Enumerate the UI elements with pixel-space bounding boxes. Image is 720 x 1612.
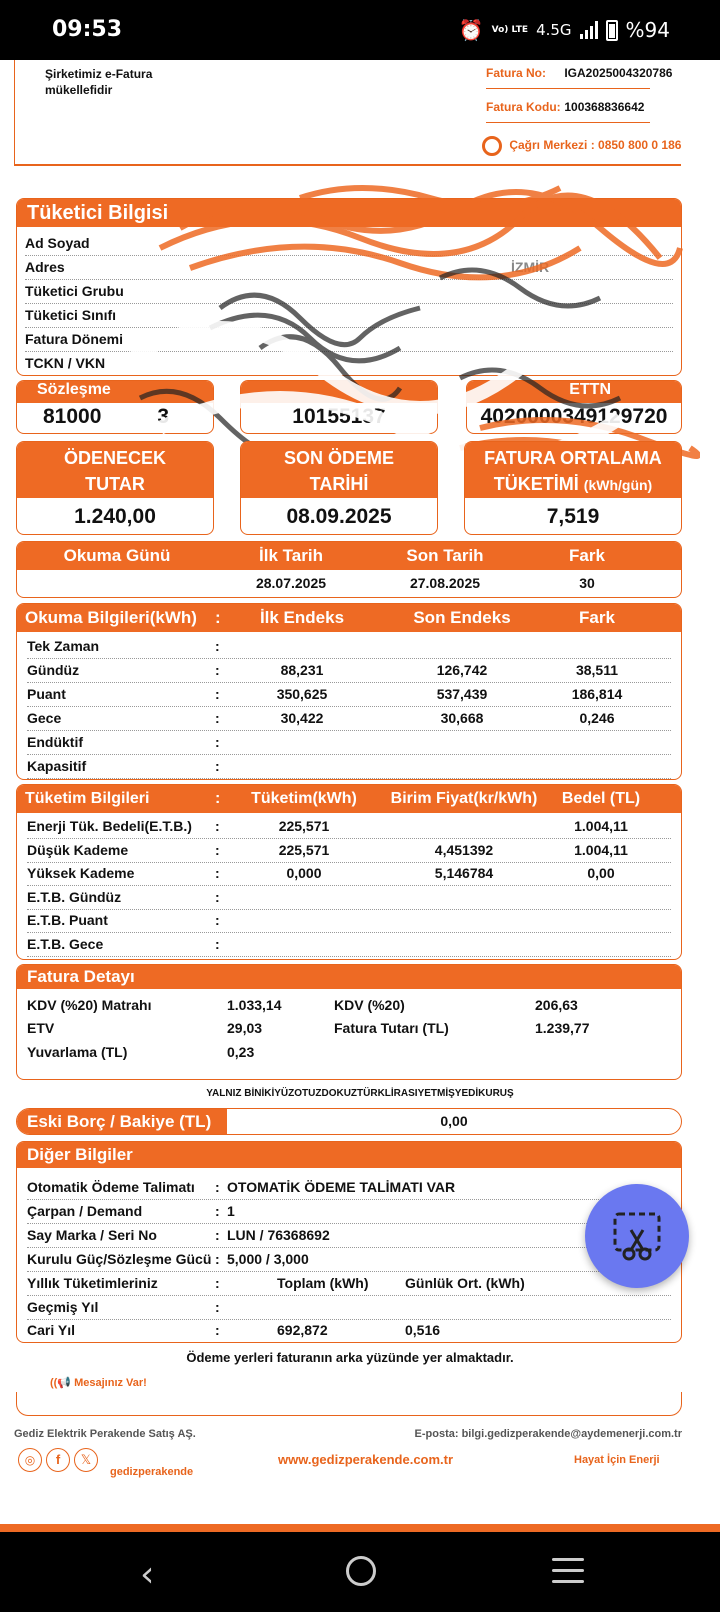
okuma-row: Tek Zaman :	[27, 635, 671, 659]
odenecek-tutar-value: 1.240,00	[74, 505, 156, 528]
tuketim-row: Yüksek Kademe : 0,000 5,146784 0,00	[27, 862, 671, 886]
odeme-note: Ödeme yerleri faturanın arka yüzünde yer almaktadır.	[186, 1350, 514, 1365]
okuma-row: Puant : 350,625 537,439 186,814	[27, 683, 671, 707]
megaphone-icon: ((📢	[50, 1377, 72, 1389]
tuketim-row: Enerji Tük. Bedeli(E.T.B.) : 225,571 1.004,11	[27, 815, 671, 839]
tuketim-row: E.T.B. Gündüz :	[27, 886, 671, 910]
consumer-row: TCKN / VKN	[25, 352, 673, 376]
headset-icon	[482, 136, 502, 156]
ettn-number: 4020000349129720	[480, 405, 668, 428]
son-odeme-box: SON ÖDEME TARİHİ 08.09.2025	[240, 441, 438, 535]
mesaj-bar	[16, 1392, 682, 1416]
diger-row: Kurulu Güç/Sözleşme Gücü : 5,000 / 3,000	[27, 1248, 671, 1272]
recents-icon[interactable]	[552, 1558, 584, 1591]
volte-icon: Vo) LTE	[491, 24, 529, 35]
consumer-row: Tüketici Grubu	[25, 280, 673, 304]
fatura-kodu: Fatura Kodu: 100368836642	[486, 100, 645, 114]
eski-borc: Eski Borç / Bakiye (TL) 0,00	[16, 1108, 682, 1135]
son-odeme-value: 08.09.2025	[286, 505, 392, 528]
address-fragment: İZMİR	[511, 259, 550, 275]
footer-stripe	[0, 1524, 720, 1532]
consumer-info	[16, 198, 682, 376]
social-handle: gedizperakende	[110, 1466, 194, 1478]
consumer-title: Tüketici Bilgisi	[17, 199, 681, 227]
consumer-row: Tüketici Sınıfı	[25, 304, 673, 328]
network-label: 4.5G	[536, 21, 572, 39]
contract-number: 81000	[43, 405, 102, 428]
status-time: 09:53	[52, 17, 123, 42]
ettn-box: ETTN 4020000349129720	[466, 380, 682, 434]
screenshot-crop-button[interactable]	[585, 1184, 689, 1288]
yalniz-text: YALNIZ BİNİKİYÜZOTUZDOKUZTÜRKLİRASIYETMİŞYEDİKURUŞ	[206, 1088, 514, 1099]
status-bar	[0, 0, 720, 60]
okuma-row: Endüktif :	[27, 731, 671, 755]
scissors-crop-icon	[585, 1184, 689, 1288]
consumer-row: Fatura Dönemi	[25, 328, 673, 352]
diger-row: Çarpan / Demand : 1	[27, 1200, 671, 1224]
battery-percent: %94	[625, 18, 670, 42]
header-border	[14, 60, 15, 165]
diger-row: Say Marka / Seri No : LUN / 76368692	[27, 1224, 671, 1248]
installation-number: 10155137	[292, 405, 386, 428]
okuma-row: Kapasitif :	[27, 755, 671, 779]
tuketim-row: E.T.B. Gece :	[27, 933, 671, 957]
mesaj-link[interactable]: ((📢 Mesajınız Var!	[44, 1376, 153, 1389]
diger-row: Otomatik Ödeme Talimatı : OTOMATİK ÖDEME TALİMATI VAR	[27, 1176, 671, 1200]
status-icons	[459, 18, 670, 42]
installation-box	[240, 380, 438, 434]
consumer-row: Adres İZMİR	[25, 256, 673, 280]
okuma-gunu: Okuma Günü İlk Tarih Son Tarih Fark 28.07.2025 27.08.2025 30	[16, 541, 682, 598]
invoice-document	[0, 60, 720, 1532]
tuketim-row: E.T.B. Puant :	[27, 909, 671, 933]
instagram-icon[interactable]: ◎	[18, 1448, 42, 1472]
call-center: Çağrı Merkezi : 0850 800 0 186	[482, 136, 681, 156]
alarm-icon: ⏰	[458, 18, 484, 42]
x-icon[interactable]: 𝕏	[74, 1448, 98, 1472]
contract-box: Sözleşme 81000 3	[16, 380, 214, 434]
social-icons	[18, 1448, 98, 1472]
ortalama-value: 7,519	[546, 505, 600, 528]
efatura-note: Şirketimiz e-Fatura mükellefidir	[45, 67, 153, 97]
okuma-row: Gündüz : 88,231 126,742 38,511	[27, 659, 671, 683]
back-icon[interactable]: ‹	[140, 1554, 155, 1595]
facebook-icon[interactable]: f	[46, 1448, 70, 1472]
okuma-bilgileri: Okuma Bilgileri(kWh) : İlk Endeks Son Endeks Fark Tek Zaman : Gündüz : 88,231 126,742 38,511 Puant : 350,625 537,439 186,814 Gece : 30,422 30,668 0,246 Endüktif : Kapasitif :	[16, 603, 682, 780]
footer-website[interactable]: www.gedizperakende.com.tr	[278, 1452, 454, 1467]
tuketim-row: Düşük Kademe : 225,571 4,451392 1.004,11	[27, 839, 671, 863]
fatura-detayi: Fatura Detayı KDV (%20) Matrahı 1.033,14 KDV (%20) 206,63 ETV 29,03 Fatura Tutarı (TL) 1.239,77 Yuvarlama (TL) 0,23	[16, 964, 682, 1080]
odenecek-tutar-box: ÖDENECEK TUTAR 1.240,00	[16, 441, 214, 535]
footer-slogan: Hayat İçin Enerji	[574, 1454, 660, 1466]
footer-company: Gediz Elektrik Perakende Satış AŞ.	[14, 1428, 196, 1440]
home-icon[interactable]	[346, 1556, 376, 1586]
fatura-no: Fatura No: IGA2025004320786	[486, 66, 673, 80]
signal-icon	[580, 21, 598, 39]
diger-bilgiler: Diğer Bilgiler Otomatik Ödeme Talimatı : OTOMATİK ÖDEME TALİMATI VAR Çarpan / Demand : 1 Say Marka / Seri No : LUN / 76368692 Kurulu Güç/Sözleşme Gücü : 5,000 / 3,000 Yıllık Tüketimleriniz : Toplam (kWh) Günlük Ort. (kWh) Geçmiş Yıl : Cari Yıl : 692,872 0,516	[16, 1141, 682, 1343]
tuketim-bilgileri: Tüketim Bilgileri : Tüketim(kWh) Birim Fiyat(kr/kWh) Bedel (TL) Enerji Tük. Bedeli(E.T.B.) : 225,571 1.004,11 Düşük Kademe : 225,571 4,451392 1.004,11 Yüksek Kademe : 0,000 5,146784 0,00 E.T.B. Gündüz : E.T.B. Puant : E.T.B. Gece :	[16, 784, 682, 960]
footer-email[interactable]: E-posta: bilgi.gedizperakende@aydemenerji.com.tr	[414, 1428, 682, 1440]
okuma-row: Gece : 30,422 30,668 0,246	[27, 707, 671, 731]
consumer-row: Ad Soyad	[25, 232, 673, 256]
ortalama-box: FATURA ORTALAMA TÜKETİMİ (kWh/gün) 7,519	[464, 441, 682, 535]
navigation-bar	[0, 1532, 720, 1612]
battery-icon	[606, 20, 618, 41]
